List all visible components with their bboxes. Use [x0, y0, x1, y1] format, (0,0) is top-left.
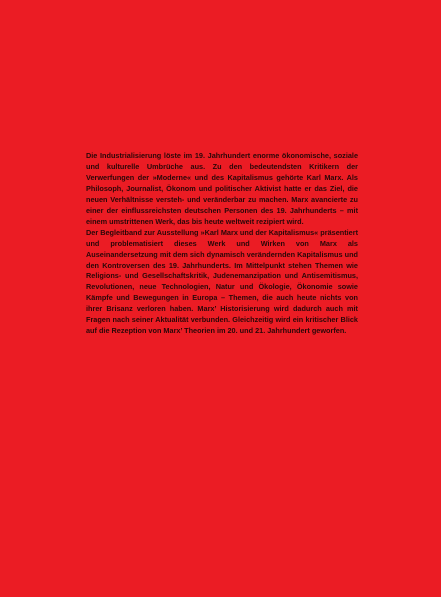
blurb-paragraph-2: Der Begleitband zur Ausstellung »Karl Marx und der Kapitalismus« präsentiert und problematisiert dieses Werk und Wirken von Marx als Auseinandersetzung mit dem sich dynamisch verändernden Kapitalismus und den Kontroversen des 19. Jahrhunderts. Im Mittelpunkt stehen Themen wie Religions- und Gesellschaftskritik, Judenemanzipation und Antisemitismus, Revolutionen, neue Technologien, Natur und Ökologie, Ökonomie sowie Kämpfe und Bewegungen in Europa – Themen, die auch heute nichts von ihrer Brisanz verloren haben. Marx’ Historisierung wird dadurch auch mit Fragen nach seiner Aktualität verbunden. Gleichzeitig wird ein kritischer Blick auf die Rezeption von Marx’ Theorien im 20. und 21. Jahrhundert geworfen. [86, 227, 358, 336]
blurb-text [86, 151, 358, 337]
blurb-paragraph-1: Die Industrialisierung löste im 19. Jahrhundert enorme ökonomische, soziale und kulturelle Umbrüche aus. Zu den bedeutendsten Kritikern der Verwerfungen der »Moderne« und des Kapitalismus gehörte Karl Marx. Als Philosoph, Journalist, Ökonom und politischer Aktivist hatte er das Ziel, die neuen Verhältnisse versteh- und veränderbar zu machen. Marx avancierte zu einer der einflussreichsten deutschen Personen des 19. Jahrhunderts – mit einem umstrittenen Werk, das bis heute weltweit rezipiert wird. [86, 151, 358, 226]
